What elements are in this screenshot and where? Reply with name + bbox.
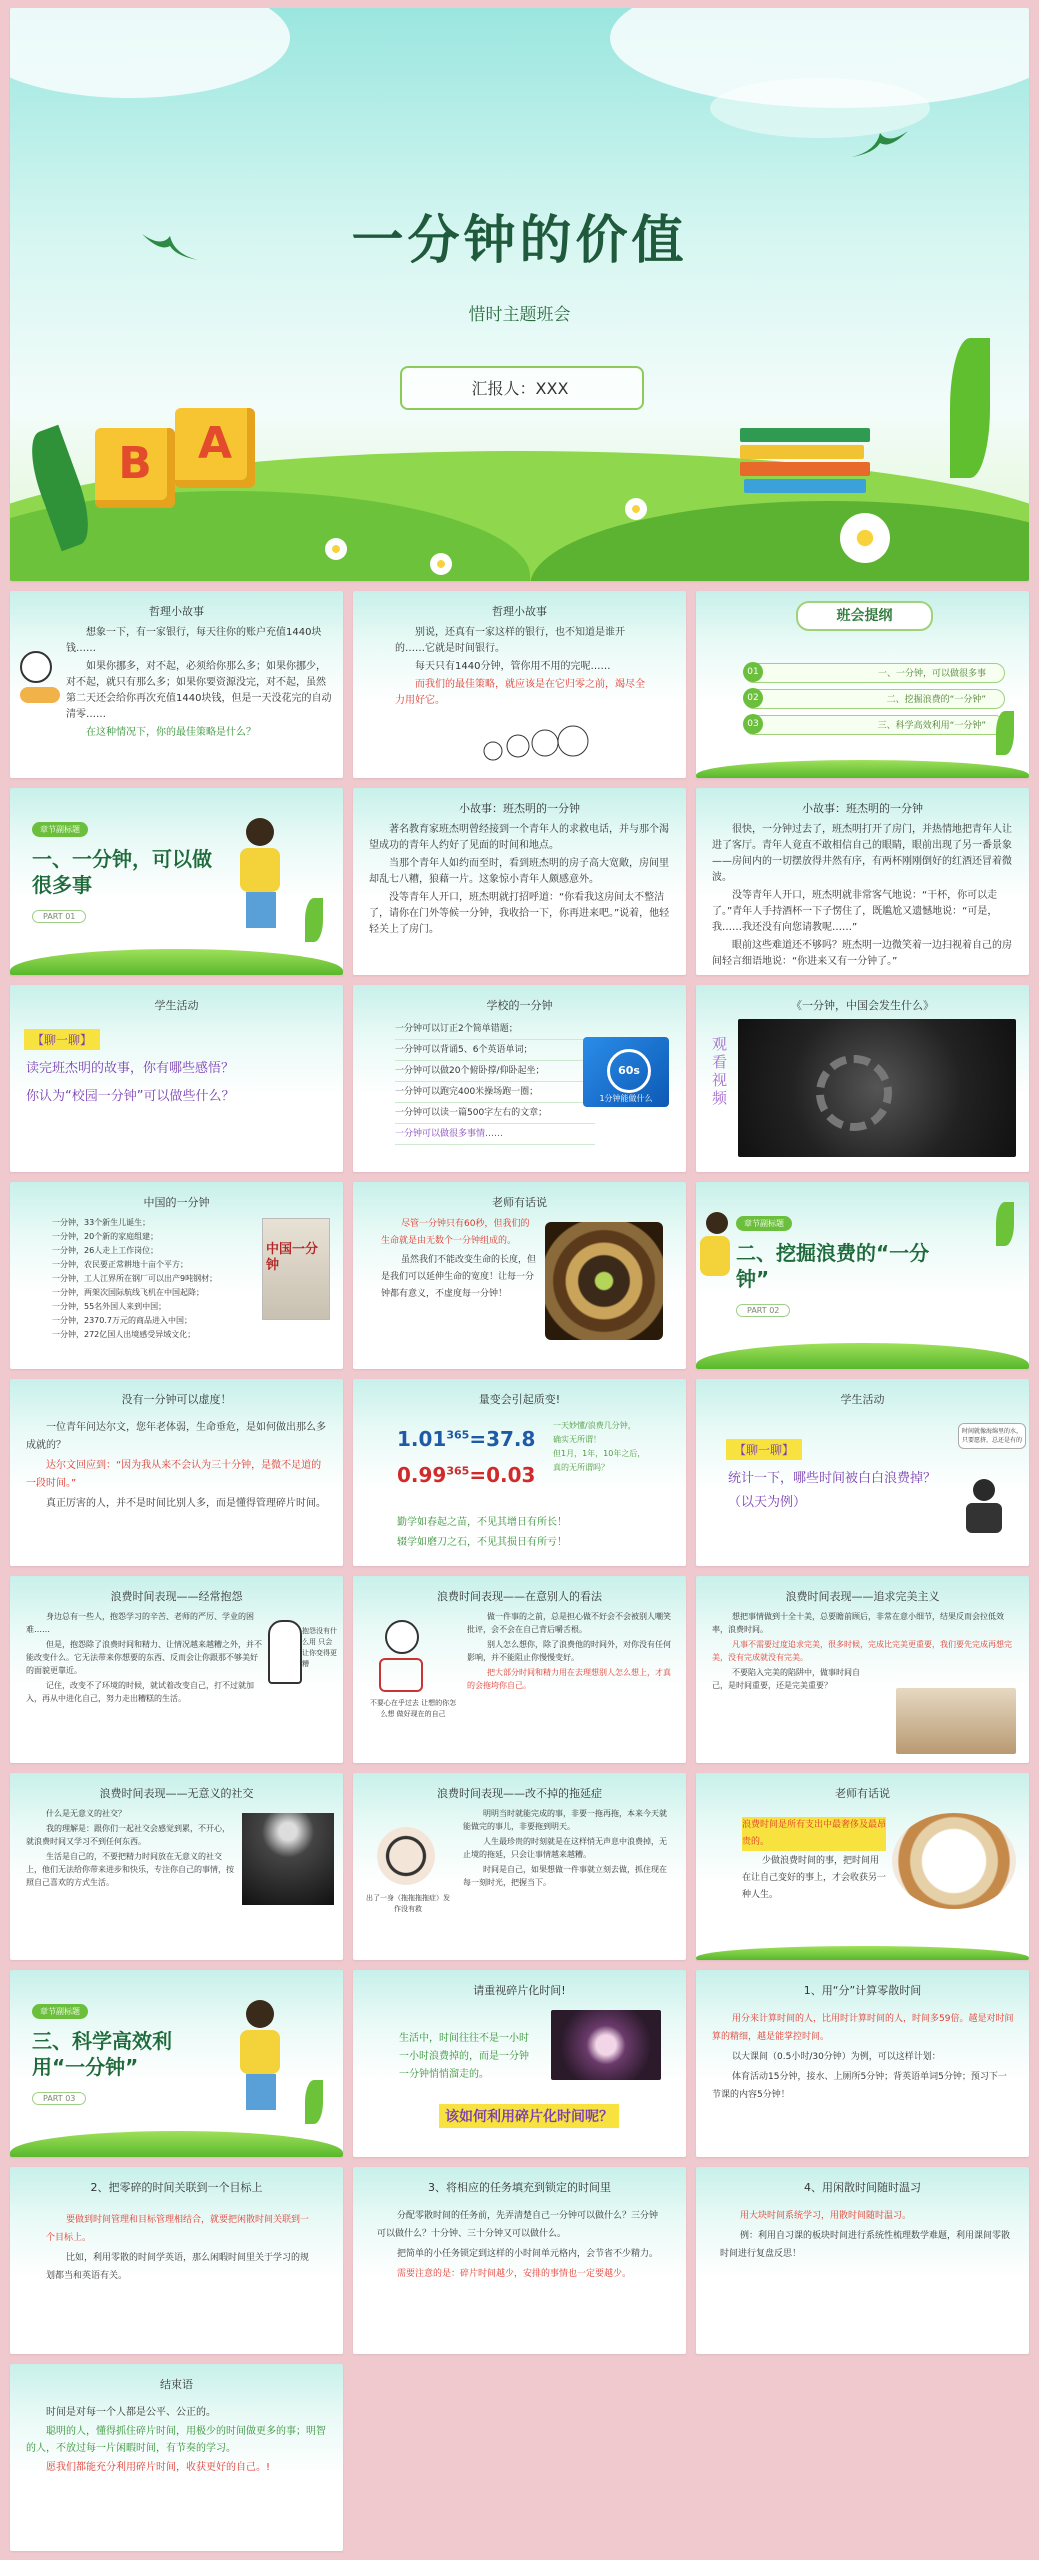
slide-title: 结束语: [160, 2378, 193, 2391]
slide-title: 学校的一分钟: [486, 999, 553, 1012]
paragraph-highlight: 聪明的人，懂得抓住碎片时间，用极少的时间做更多的事；明智的人，不放过每一片闲暇时间，有节奏的学习。: [26, 2426, 326, 2454]
slide-title: 3、将相应的任务填充到锁定的时间里: [428, 2181, 611, 2194]
slide-title: 小故事：班杰明的一分钟: [802, 802, 923, 815]
list-item: 一分钟可以做很多事情……: [395, 1124, 595, 1145]
paragraph-highlight: 凡事不需要过度追求完美，很多时候，完成比完美更重要，我们要先完成再想完美，没有完成就没有完美。: [712, 1640, 1012, 1662]
slide-title: 浪费时间表现——改不掉的拖延症: [437, 1787, 602, 1800]
outline-label: 一、一分钟，可以做很多事: [877, 669, 986, 679]
slide-body: [720, 2207, 1010, 2265]
list-item: 一分钟可以跑完400米操场跑一圈；: [395, 1082, 595, 1103]
section-heading: 一、一分钟，可以做很多事: [32, 847, 212, 897]
grass-shape: [696, 1343, 1029, 1369]
slide-waste-social[interactable]: [10, 1773, 343, 1960]
paragraph: 很快，一分钟过去了，班杰明打开了房门，并热情地把青年人让进了客厅。青年人竟直不敢相信自己的眼睛，眼前出现了另一番景象——房间内的一切摆放得井然有序，有两杯刚刚倒好的红酒还冒着微波。: [712, 824, 1012, 883]
slide-title: 量变会引起质变!: [478, 1393, 561, 1406]
slide-quantity-quality[interactable]: [353, 1379, 686, 1566]
leaf-shape: [305, 898, 323, 942]
paragraph: 分配零散时间的任务前，先弄清楚自己一分钟可以做什么？三分钟可以做什么？十分钟、三十分钟又可以做什么。: [377, 2211, 659, 2239]
paragraph: 不要陷入完美的陷阱中，做事时间自己，是时间重要，还是完美重要？: [712, 1668, 860, 1690]
cartoon-caption: 抱怨没有什么用 只会让你变得更糟: [302, 1627, 337, 1668]
paragraph: 真正厉害的人，并不是时间比别人多，而是懂得管理碎片时间。: [46, 1498, 326, 1509]
crowd-image: [242, 1813, 334, 1905]
formula-base: 0.99: [397, 1463, 447, 1487]
list-item: 一分钟，55名外国人来到中国；: [52, 1302, 167, 1311]
paragraph: 每天只有1440分钟，管你用不用的完呢……: [415, 661, 611, 672]
formula-exponent: 365: [446, 1428, 470, 1442]
part-label: PART 02: [736, 1304, 790, 1317]
paragraph-highlight: 用大块时间系统学习，用散时间随时温习。: [740, 2211, 912, 2221]
slide-waste-opinions[interactable]: [353, 1576, 686, 1763]
section-heading: 二、挖掘浪费的“一分钟”: [736, 1241, 930, 1291]
leaf-shape: [950, 338, 990, 478]
slide-title: 哲理小故事: [149, 605, 204, 618]
paragraph: 别人怎么想你，除了浪费他的时间外，对你没有任何影响，并不能阻止你慢慢变好。: [467, 1640, 671, 1662]
slide-body: [26, 2404, 330, 2478]
list-item: 一分钟可以读一篇500字左右的文章；: [395, 1103, 595, 1124]
melting-clock-image: [892, 1813, 1016, 1909]
gear-icon: [816, 1055, 892, 1131]
paragraph: 没等青年人开口，班杰明就打招呼道：“你看我这房间太不整洁了，请你在门外等候一分钟，我收拾一下，你再进来吧。”说着，他轻轻关上了房门。: [369, 892, 670, 935]
speech-bubble: 时间就像海绵里的水，只要愿挤，总还是有的: [958, 1423, 1026, 1449]
fragment-question: 该如何利用碎片化时间呢？: [439, 2104, 619, 2128]
slide-teacher-2[interactable]: [696, 1773, 1029, 1960]
paragraph: 什么是无意义的社交？: [46, 1809, 126, 1818]
grass-shape: [696, 760, 1029, 778]
slide-activity-1[interactable]: [10, 985, 343, 1172]
slide-title: 《一分钟，中国会发生什么》: [791, 999, 934, 1012]
slide-waste-complain[interactable]: [10, 1576, 343, 1763]
swallow-icon: [850, 123, 910, 163]
slide-section-1[interactable]: [10, 788, 343, 975]
paragraph: 例：利用自习课的板块时间进行系统性梳理数学难题，利用课间零散时间进行复盘反思！: [720, 2231, 1011, 2259]
paragraph: 著名教育家班杰明曾经接到一个青年人的求救电话，并与那个渴望成功的青年人约好了见面的时间和地点。: [369, 824, 669, 851]
list-item: 一分钟可以背诵5、6个英语单词；: [395, 1040, 595, 1061]
slide-title: 老师有话说: [835, 1787, 890, 1800]
paragraph: 但是，抱怨除了浪费时间和精力、让情况越来越糟之外，并不能改变什么。它无法带来你想要的东西、反而会让你跟那不够美好的面貌更靠近。: [26, 1640, 262, 1675]
slide-waste-procrastination[interactable]: [353, 1773, 686, 1960]
seed-spiral-image: [545, 1222, 663, 1340]
slide-title: 学生活动: [154, 999, 199, 1012]
side-note-line: 真的无所谓吗？: [553, 1463, 609, 1472]
formula-growth: [397, 1427, 535, 1451]
question: （以天为例）: [728, 1495, 807, 1510]
slide-china-minute[interactable]: [10, 1182, 343, 1369]
clock-runners-illustration: [473, 721, 593, 771]
slide-closing[interactable]: [10, 2364, 343, 2551]
paragraph: 我的理解是：跟你们一起社交会感觉到累，不开心，就浪费时间又学习不到任何东西。: [26, 1824, 230, 1846]
formula-base: 1.01: [397, 1427, 447, 1451]
section-heading: 三、科学高效利用“一分钟”: [32, 2029, 172, 2079]
side-note-line: 但1月，1年，10年之后，: [553, 1449, 646, 1458]
slide-video[interactable]: [696, 985, 1029, 1172]
outline-item[interactable]: [744, 689, 1005, 709]
side-note-line: 一天妙懂/浪费几分钟，: [553, 1421, 636, 1430]
fragment-text: 生活中，时间往往不是一小时一小时浪费掉的，而是一分钟一分钟悄悄溜走的。: [399, 2033, 529, 2080]
paragraph-highlight: 把大部分时间和精力用在去理想别人怎么想上，才真的会拖垮你自己。: [467, 1668, 671, 1690]
slide-no-minute-waste[interactable]: [10, 1379, 343, 1566]
slide-story-bank[interactable]: [10, 591, 343, 778]
book-stack: [740, 428, 870, 508]
slide-section-2[interactable]: [696, 1182, 1029, 1369]
paragraph: 没等青年人开口，班杰明就非常客气地说：“干杯，你可以走了。”青年人手持酒杯一下子愣住了，既尴尬又遗憾地说：“可是，我……我还没有向您请教呢……”: [712, 890, 998, 933]
slide-body: [26, 1807, 234, 1891]
outline-number: 03: [743, 714, 763, 734]
paragraph-highlight: 尽管一分钟只有60秒，但我们的生命就是由无数个一分钟组成的。: [381, 1219, 530, 1246]
leaf-shape: [996, 1202, 1014, 1246]
paragraph: 时间是自己，如果想做一件事就立刻去做，抓住现在每一刻时光，把握当下。: [463, 1865, 667, 1887]
slide-body: [381, 1216, 536, 1305]
slide-benjamin-2[interactable]: [696, 788, 1029, 975]
slide-outline[interactable]: [696, 591, 1029, 778]
teacher-illustration: [964, 1479, 1004, 1539]
slide-teacher-1[interactable]: [353, 1182, 686, 1369]
paragraph: 记住，改变不了环境的时候，就试着改变自己，打不过就加入，再从中进化自己，努力走出糟糕的生活。: [26, 1681, 254, 1703]
slide-waste-perfectionism[interactable]: [696, 1576, 1029, 1763]
part-label: PART 01: [32, 910, 86, 923]
outline-label: 三、科学高效利用“一分钟”: [877, 721, 986, 731]
timer-caption: 1分钟能做什么: [599, 1094, 653, 1103]
bullet-list: [395, 1019, 595, 1145]
side-note: [553, 1419, 673, 1475]
slide-title: 浪费时间表现——无意义的社交: [99, 1787, 254, 1800]
list-item: 一分钟，工人江界所在钢厂可以出产9吨钢材；: [52, 1274, 218, 1283]
slide-body: [377, 2207, 663, 2285]
paragraph: 眼前这些难道还不够吗？班杰明一边微笑着一边扫视着自己的房间轻言细语地说：“你进来又有一分钟了。”: [712, 940, 1012, 967]
slide-title: 请重视碎片化时间!: [473, 1984, 566, 1997]
paragraph-highlight: 在这种情况下，你的最佳策略是什么？: [86, 727, 256, 738]
meme-face-image: [377, 1827, 435, 1885]
paragraph: 虽然我们不能改变生命的长度，但是我们可以延伸生命的宽度！让每一分钟都有意义，不虚度每一分钟！: [381, 1255, 537, 1299]
stopwatch-icon: 60s: [607, 1049, 651, 1093]
cartoon-figure-image: [268, 1620, 302, 1684]
list-item: 一分钟，20个新的家庭组建；: [52, 1232, 159, 1241]
list-item: 一分钟，33个新生儿诞生；: [52, 1218, 151, 1227]
cloud-shape: [10, 8, 290, 98]
paragraph-highlight: 需要注意的是：碎片时间越少，安排的事情也一定要越少。: [397, 2269, 632, 2279]
daisy-icon: [325, 538, 347, 560]
paragraph: 明明当时就能完成的事，非要一拖再拖，本来今天就能做完的事儿，非要拖到明天。: [463, 1809, 667, 1831]
slide-body: [395, 625, 645, 711]
slide-body: [463, 1807, 673, 1891]
slide-title: 老师有话说: [492, 1196, 547, 1209]
outline-item[interactable]: [744, 663, 1005, 683]
formula-decline: [397, 1463, 535, 1487]
slide-title: 浪费时间表现——追求完美主义: [785, 1590, 940, 1603]
list-item: 一分钟，两架次国际航线飞机在中国起降；: [52, 1288, 204, 1297]
chat-tag: 【聊一聊】: [726, 1439, 802, 1460]
paragraph-highlight: 浪费时间是所有支出中最奢侈及最昂贵的。: [742, 1817, 886, 1851]
paragraph: 少做浪费时间的事，把时间用在让自己变好的事上，才会收获另一种人生。: [742, 1856, 887, 1900]
paragraph-highlight: 用分来计算时间的人，比用时计算时间的人，时间多59倍。越是对时间算的精细，越是能掌控时间。: [712, 2014, 1014, 2042]
bullet-list: [52, 1216, 252, 1342]
grass-shape: [10, 949, 343, 975]
list-item: 一分钟，272亿国人出境感受异域文化；: [52, 1330, 196, 1339]
grass-shape: [10, 2131, 343, 2157]
list-item: 一分钟，2370.7万元的商品进入中国；: [52, 1316, 192, 1325]
formula-result: =37.8: [469, 1427, 536, 1451]
paragraph: 做一件事的之前，总是担心做不好会不会被别人嘲笑批评，会不会在自己背后嚼舌根。: [467, 1612, 671, 1634]
proverb-line: 辍学如磨刀之石，不见其损日有所亏！: [397, 1537, 567, 1548]
daisy-icon: [625, 498, 647, 520]
cover-title: 一分钟的价值: [351, 211, 688, 271]
cartoon-caption: 不要心在乎过去 让想的你怎么想 做好现在的自己: [369, 1699, 457, 1718]
video-side-label: 观看视频: [712, 1035, 728, 1107]
slide-body: [467, 1610, 673, 1694]
slide-title: 4、用闲散时间随时温习: [804, 2181, 921, 2194]
paragraph-highlight: 而我们的最佳策略，就应该是在它归零之前，竭尽全力用好它。: [395, 679, 645, 706]
section-tag: 章节副标题: [32, 822, 88, 837]
leaf-shape: [996, 711, 1014, 755]
paragraph: 以大课间（0.5小时/30分钟）为例，可以这样计划：: [732, 2052, 941, 2062]
paragraph: 把简单的小任务锁定到这样的小时间单元格内，会节省不少精力。: [397, 2249, 659, 2259]
cover-reporter: 汇报人：XXX: [471, 379, 569, 398]
side-note-line: 确实无所谓！: [553, 1435, 601, 1444]
list-item: 一分钟可以做20个俯卧撑/仰卧起坐；: [395, 1061, 595, 1082]
slide-body: [46, 2211, 316, 2287]
slide-section-3[interactable]: [10, 1970, 343, 2157]
slide-title: 哲理小故事: [492, 605, 547, 618]
toy-block-letter: B: [118, 438, 152, 489]
slide-tip-1[interactable]: [696, 1970, 1029, 2157]
leaf-shape: [305, 2080, 323, 2124]
paragraph: 别说，还真有一家这样的银行，也不知道是谁开的……它就是时间银行。: [395, 627, 625, 654]
part-label: PART 03: [32, 2092, 86, 2105]
paragraph: 生活是自己的，不要把精力时间放在无意义的社交上，他们无法给你带来进步和快乐，专注你自己的事情，按照自己喜欢的方式生活。: [26, 1852, 234, 1887]
paragraph: 时间是对每一个人都是公平、公正的。: [46, 2407, 216, 2418]
outline-title-ribbon: 班会提纲: [796, 601, 933, 631]
slide-title: 学生活动: [840, 1393, 885, 1406]
toy-block-letter: A: [197, 418, 233, 469]
proverb-line: 勤学如春起之苗，不见其增日有所长！: [397, 1517, 567, 1528]
book-cover-title: 中国一分钟: [266, 1242, 319, 1273]
outline-number: 02: [743, 688, 763, 708]
section-tag: 章节副标题: [736, 1216, 792, 1231]
girl-illustration: [230, 2000, 290, 2140]
question: 你认为“校园一分钟”可以做些什么？: [26, 1089, 235, 1104]
slide-school-minute[interactable]: [353, 985, 686, 1172]
slide-fragment-time[interactable]: [353, 1970, 686, 2157]
formula-result: =0.03: [469, 1463, 536, 1487]
paragraph: 当那个青年人如约而至时，看到班杰明的房子高大宽敞，房间里却乱七八糟，狼藉一片。这象惊小青年人颇感意外。: [369, 858, 669, 885]
paragraph: 比如，利用零散的时间学英语，那么闲暇时间里关于学习的规划都当和英语有关。: [46, 2253, 310, 2281]
slide-title: 浪费时间表现——在意别人的看法: [437, 1590, 602, 1603]
slide-title: 1、用“分”计算零散时间: [803, 1984, 922, 1997]
paragraph: 身边总有一些人，抱怨学习的辛苦、老师的严厉、学业的困难……: [26, 1612, 254, 1634]
list-item: 一分钟，农民要正常耕地十亩个平方；: [52, 1260, 188, 1269]
slide-tip-4[interactable]: [696, 2167, 1029, 2354]
chat-tag: 【聊一聊】: [24, 1029, 100, 1050]
slide-tip-3[interactable]: [353, 2167, 686, 2354]
paragraph: 体育活动15分钟，接水、上厕所5分钟；背英语单词5分钟；预习下一节课的内容5分钟！: [712, 2072, 1007, 2100]
formula-exponent: 365: [446, 1464, 470, 1478]
paragraph: 如果你挪多，对不起，必须给你那么多；如果你挪少，对不起，就只有那么多；如果你要资源没完，对不起，虽然第二天还会给你再次充值1440块钱，但是一天没花完的自动清零……: [66, 661, 332, 720]
section-tag: 章节副标题: [32, 2004, 88, 2019]
slide-body: [712, 2010, 1014, 2106]
slide-title: 浪费时间表现——经常抱怨: [110, 1590, 243, 1603]
family-photo-image: [896, 1688, 1016, 1754]
question: 读完班杰明的故事，你有哪些感悟？: [26, 1061, 235, 1076]
outline-label: 二、挖掘浪费的“一分钟”: [886, 695, 986, 705]
outline-item[interactable]: [744, 715, 1005, 735]
cover-slide[interactable]: [10, 8, 1029, 581]
slide-title: 没有一分钟可以虚度！: [121, 1393, 232, 1406]
slide-title: 小故事：班杰明的一分钟: [459, 802, 580, 815]
slide-body: [742, 1817, 886, 1906]
slide-body: [712, 822, 1014, 972]
paragraph: 想象一下，有一家银行，每天往你的账户充值1440块钱……: [66, 627, 322, 654]
shattered-clock-image: [551, 2010, 661, 2080]
slide-title: 2、把零碎的时间关联到一个目标上: [90, 2181, 263, 2194]
slide-story-timebank[interactable]: [353, 591, 686, 778]
slide-body: [369, 822, 671, 940]
slide-body: [26, 1610, 262, 1707]
cover-subtitle: 惜时主题班会: [468, 305, 571, 325]
slide-body: [712, 1610, 1014, 1694]
list-item: 一分钟，26人走上工作岗位；: [52, 1246, 159, 1255]
slide-benjamin-1[interactable]: [353, 788, 686, 975]
paragraph-highlight: 达尔文回应到：“因为我从来不会认为三十分钟，是微不足道的一段时间。”: [26, 1460, 322, 1489]
paragraph: 想把事情做到十全十美，总要瞻前顾后，非常在意小细节，结果反而会拉低效率，浪费时间。: [712, 1612, 1004, 1634]
daisy-icon: [430, 553, 452, 575]
cartoon-figure-image: [371, 1620, 431, 1690]
grass-shape: [696, 1946, 1029, 1960]
meme-caption: 出了一身（拖拖拖拖症）发作没有救: [366, 1894, 450, 1913]
slide-activity-2[interactable]: [696, 1379, 1029, 1566]
slide-title: 中国的一分钟: [143, 1196, 210, 1209]
girl-illustration: [230, 818, 290, 958]
slide-tip-2[interactable]: [10, 2167, 343, 2354]
slide-body: [66, 625, 334, 743]
list-item: 一分钟可以订正2个简单错题；: [395, 1019, 595, 1040]
girl-illustration: [700, 1212, 736, 1342]
piggybank-illustration: [20, 651, 60, 701]
paragraph-highlight: 愿我们都能充分利用碎片时间，收获更好的自己。!: [46, 2462, 271, 2473]
daisy-icon: [840, 513, 890, 563]
question: 统计一下，哪些时间被白白浪费掉？: [728, 1471, 937, 1486]
outline-number: 01: [743, 662, 763, 682]
paragraph-highlight: 要做到时间管理和目标管理相结合，就要把闲散时间关联到一个目标上。: [46, 2215, 310, 2243]
paragraph: 人生最珍贵的时刻就是在这样悄无声息中浪费掉，无止境的拖延，只会让事情越来越糟。: [463, 1837, 667, 1859]
paragraph: 一位青年问达尔文，您年老体弱，生命垂危，是如何做出那么多成就的？: [26, 1422, 326, 1451]
slide-body: [26, 1419, 330, 1515]
